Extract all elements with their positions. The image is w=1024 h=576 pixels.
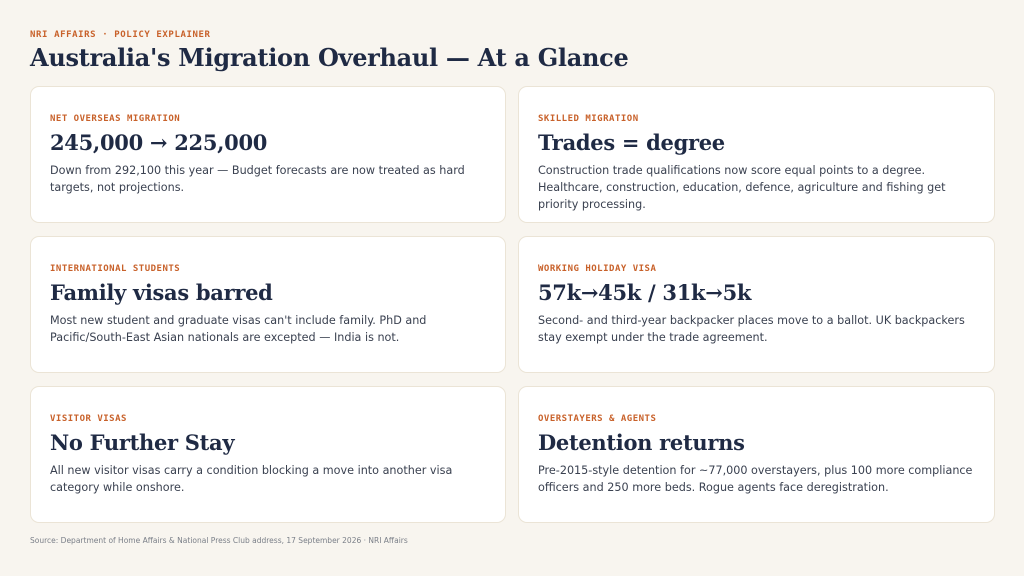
card-skilled-migration — [518, 86, 995, 223]
card-kicker: VISITOR VISAS — [50, 414, 127, 424]
source-note: Source: Department of Home Affairs & National Press Club address, 17 September 2026 · NRI Affairs — [30, 536, 408, 545]
card-headline: 245,000 → 225,000 — [50, 130, 268, 155]
card-body: Down from 292,100 this year — Budget forecasts are now treated as hard targets, not projections. — [50, 164, 465, 194]
card-headline: Detention returns — [538, 430, 745, 455]
card-international-students — [30, 236, 506, 373]
card-kicker: SKILLED MIGRATION — [538, 114, 639, 124]
card-body: All new visitor visas carry a condition blocking a move into another visa category while onshore. — [50, 464, 453, 494]
card-body: Pre-2015-style detention for ~77,000 overstayers, plus 100 more compliance officers and 250 more beds. Rogue agents face deregistration. — [538, 464, 973, 494]
card-headline: Family visas barred — [50, 280, 273, 305]
card-kicker: WORKING HOLIDAY VISA — [538, 264, 657, 274]
card-headline: No Further Stay — [50, 430, 235, 455]
card-body: Second- and third-year backpacker places move to a ballot. UK backpackers stay exempt under the trade agreement. — [538, 314, 965, 344]
card-net-overseas-migration — [30, 86, 506, 223]
card-body: Most new student and graduate visas can't include family. PhD and Pacific/South-East Asian nationals are excepted — India is not. — [50, 314, 427, 344]
card-visitor-visas — [30, 386, 506, 523]
card-kicker: NET OVERSEAS MIGRATION — [50, 114, 181, 124]
card-kicker: INTERNATIONAL STUDENTS — [50, 264, 181, 274]
card-working-holiday-visa — [518, 236, 995, 373]
card-grid — [30, 86, 995, 523]
card-headline: Trades = degree — [538, 130, 725, 155]
card-body: Construction trade qualifications now score equal points to a degree. Healthcare, construction, education, defence, agriculture and fishing get priority processing. — [538, 164, 946, 211]
section-kicker: NRI AFFAIRS · POLICY EXPLAINER — [30, 30, 211, 40]
card-headline: 57k→45k / 31k→5k — [538, 280, 752, 305]
card-overstayers-agents — [518, 386, 995, 523]
page-title: Australia's Migration Overhaul — At a Glance — [30, 43, 629, 72]
card-kicker: OVERSTAYERS & AGENTS — [538, 414, 657, 424]
